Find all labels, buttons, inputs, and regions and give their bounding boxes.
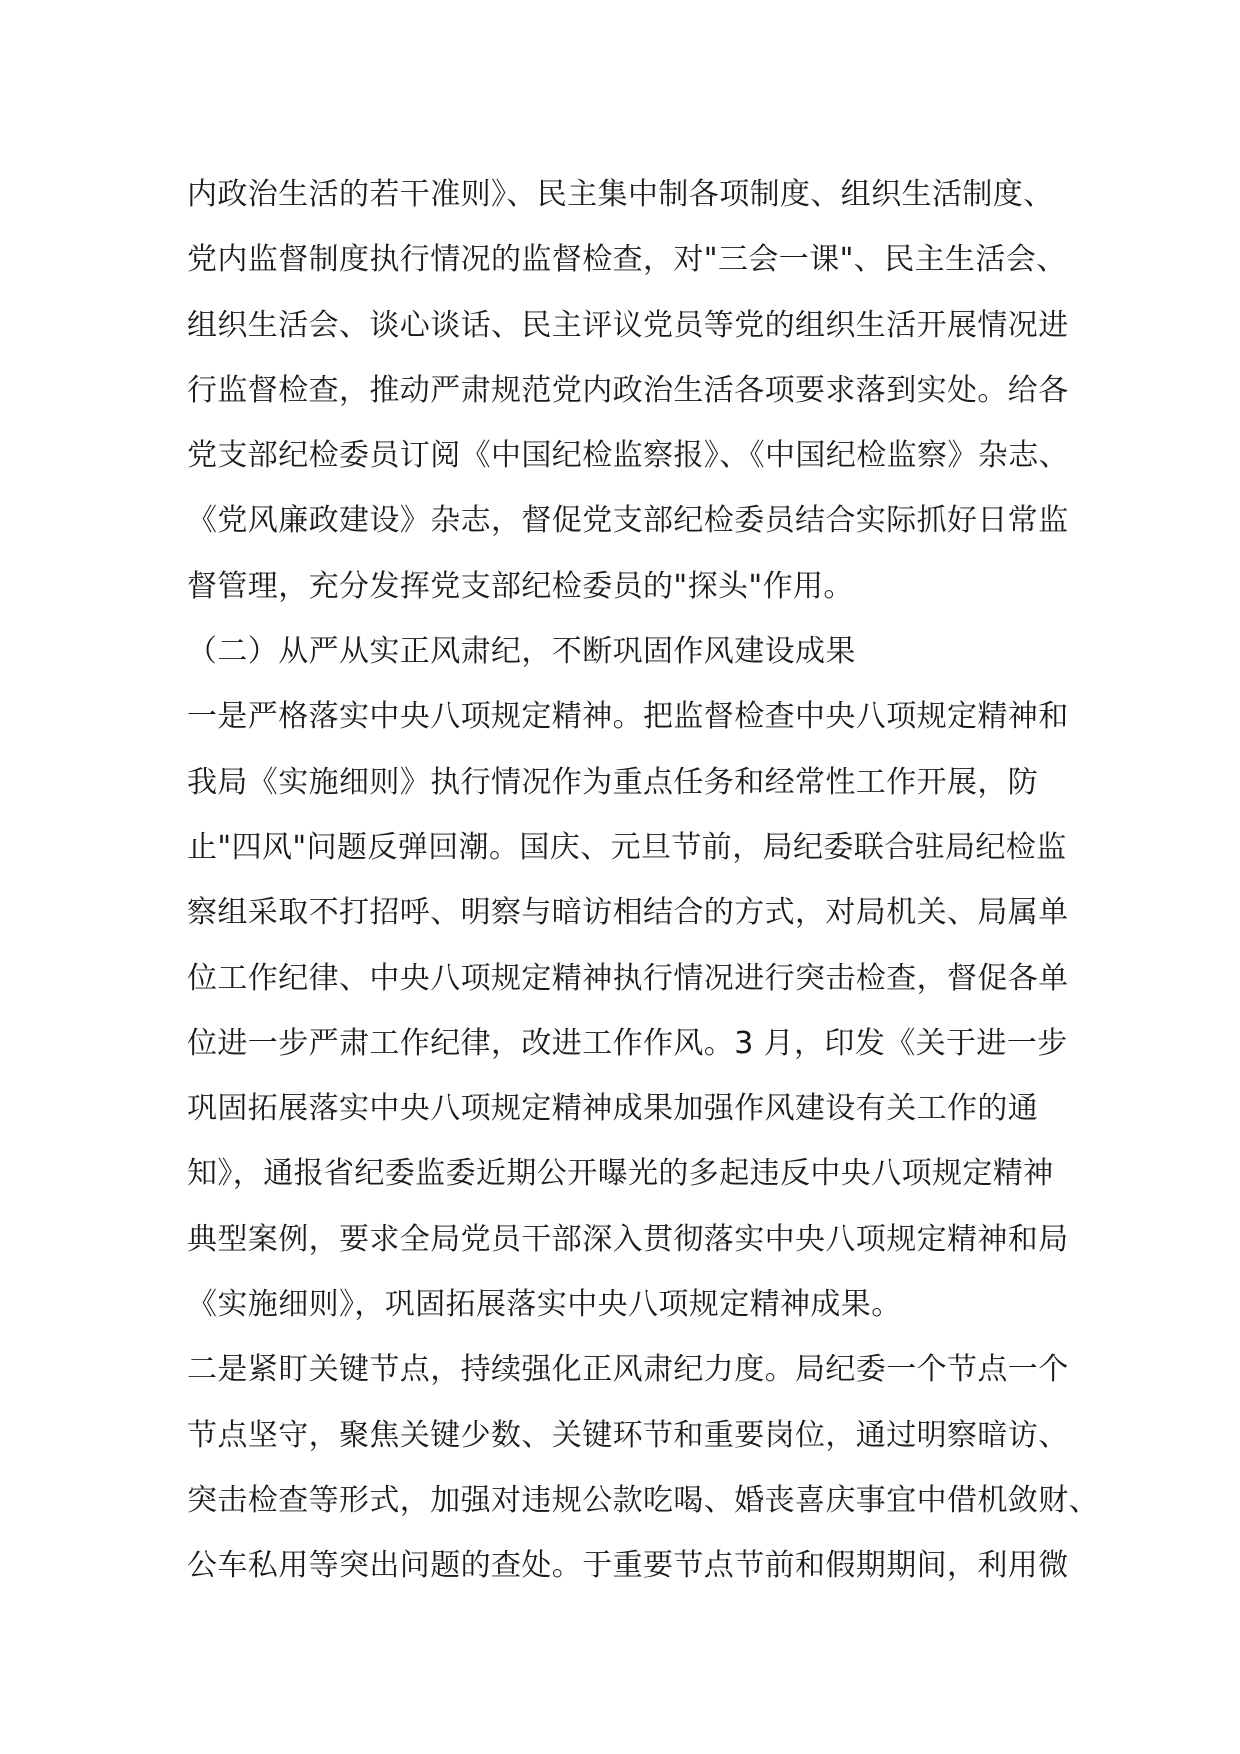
text-line: 党支部纪检委员订阅《中国纪检监察报》、《中国纪检监察》杂志、	[187, 438, 1069, 474]
text-line: 组织生活会、谈心谈话、民主评议党员等党的组织生活开展情况进	[187, 307, 1069, 343]
text-line: 节点坚守，聚焦关键少数、关键环节和重要岗位，通过明察暗访、	[187, 1417, 1069, 1453]
text-line: 知》，通报省纪委监委近期公开曝光的多起违反中央八项规定精神	[187, 1156, 1054, 1192]
text-line: 止"四风"问题反弹回潮。国庆、元旦节前，局纪委联合驻局纪检监	[187, 829, 1067, 865]
text-line: 我局《实施细则》执行情况作为重点任务和经常性工作开展，防	[187, 764, 1039, 800]
text-line: 察组采取不打招呼、明察与暗访相结合的方式，对局机关、局属单	[187, 895, 1069, 931]
text-line: 督管理，充分发挥党支部纪检委员的"探头"作用。	[187, 568, 854, 604]
text-line: 内政治生活的若干准则》、民主集中制各项制度、组织生活制度、	[187, 177, 1054, 212]
document-body	[187, 171, 1099, 1608]
text-line: 典型案例，要求全局党员干部深入贯彻落实中央八项规定精神和局	[187, 1221, 1069, 1257]
text-line: 《党风廉政建设》杂志，督促党支部纪检委员结合实际抓好日常监	[187, 503, 1069, 539]
text-line: 《实施细则》，巩固拓展落实中央八项规定精神成果。	[187, 1287, 902, 1323]
text-line: 二是紧盯关键节点，持续强化正风肃纪力度。局纪委一个节点一个	[187, 1352, 1069, 1388]
text-line: 一是严格落实中央八项规定精神。把监督检查中央八项规定精神和	[187, 699, 1069, 735]
text-line: 位进一步严肃工作纪律，改进工作作风。3 月，印发《关于进一步	[187, 1025, 1068, 1061]
text-line: 巩固拓展落实中央八项规定精神成果加强作风建设有关工作的通	[187, 1091, 1039, 1127]
text-line: 突击检查等形式，加强对违规公款吃喝、婚丧喜庆事宜中借机敛财、	[187, 1482, 1099, 1518]
text-line: 党内监督制度执行情况的监督检查，对"三会一课"、民主生活会、	[187, 242, 1067, 278]
text-line: 行监督检查，推动严肃规范党内政治生活各项要求落到实处。给各	[187, 372, 1069, 408]
text-line: 公车私用等突出问题的查处。于重要节点节前和假期期间，利用微	[187, 1548, 1069, 1584]
section-heading: （二）从严从实正风肃纪，不断巩固作风建设成果	[187, 634, 856, 670]
text-line: 位工作纪律、中央八项规定精神执行情况进行突击检查，督促各单	[187, 960, 1069, 996]
